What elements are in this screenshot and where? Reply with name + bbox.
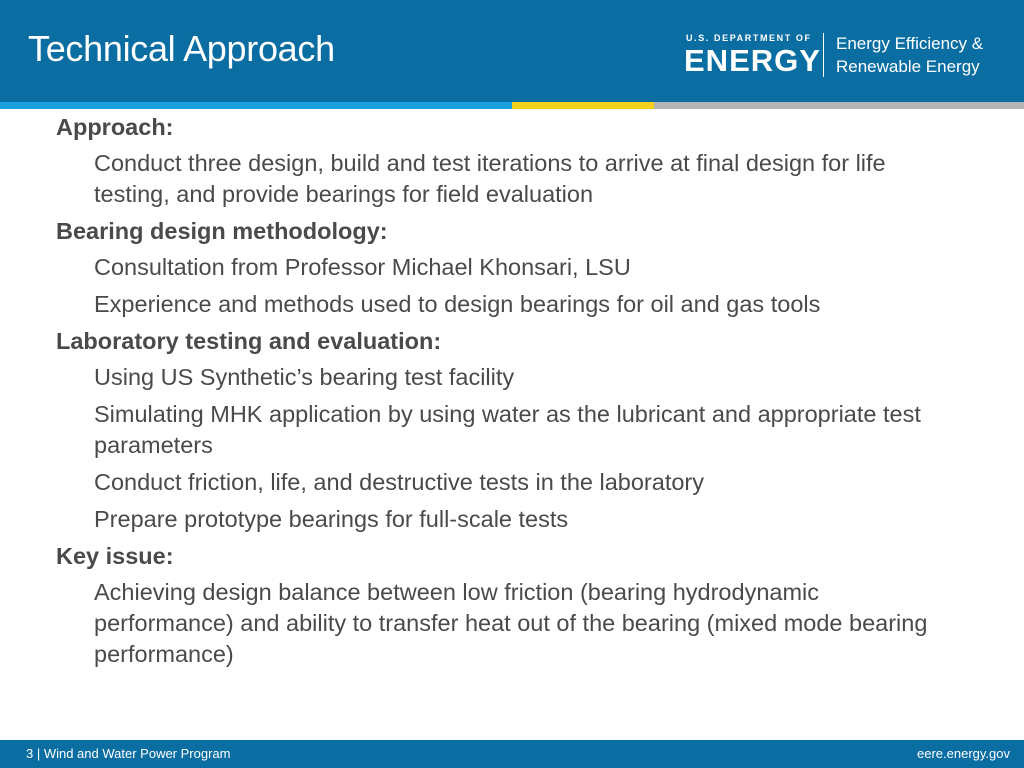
accent-stripe-yellow [512, 102, 654, 109]
logo-dept-text: U.S. DEPARTMENT OF [686, 33, 812, 43]
section-heading: Approach: [56, 114, 174, 140]
doe-logo [686, 33, 1016, 79]
logo-energy-text: ENERGY [684, 43, 821, 78]
section-heading: Laboratory testing and evaluation: [56, 328, 442, 354]
logo-divider [823, 33, 824, 77]
bullet-item: Simulating MHK application by using water as the lubricant and appropriate test parameters [94, 401, 921, 458]
slide-title: Technical Approach [28, 28, 335, 69]
bullet-item: Experience and methods used to design bearings for oil and gas tools [94, 291, 821, 317]
section-heading: Key issue: [56, 543, 174, 569]
accent-stripe-gray [654, 102, 1024, 109]
accent-stripe-blue [0, 102, 512, 109]
slide-body [56, 112, 956, 676]
bullet-item: Consultation from Professor Michael Khonsari, LSU [94, 254, 631, 280]
logo-eere-line1: Energy Efficiency & [836, 34, 984, 53]
bullet-item: Prepare prototype bearings for full-scale tests [94, 506, 569, 532]
logo-eere-text [836, 32, 983, 78]
bullet-item: Conduct friction, life, and destructive tests in the laboratory [94, 469, 705, 495]
section-heading: Bearing design methodology: [56, 218, 388, 244]
slide-footer [0, 740, 1024, 768]
bullet-item: Achieving design balance between low friction (bearing hydrodynamic performance) and ability to transfer heat out of the bearing (mixed mode bearing performance) [94, 579, 928, 667]
logo-eere-line2: Renewable Energy [836, 57, 980, 76]
bullet-item: Conduct three design, build and test iterations to arrive at final design for life testing, and provide bearings for field evaluation [94, 150, 886, 207]
footer-website: eere.energy.gov [917, 746, 1010, 761]
bullet-item: Using US Synthetic’s bearing test facility [94, 364, 515, 390]
slide-header [0, 0, 1024, 102]
footer-page-program: 3 | Wind and Water Power Program [26, 746, 231, 761]
